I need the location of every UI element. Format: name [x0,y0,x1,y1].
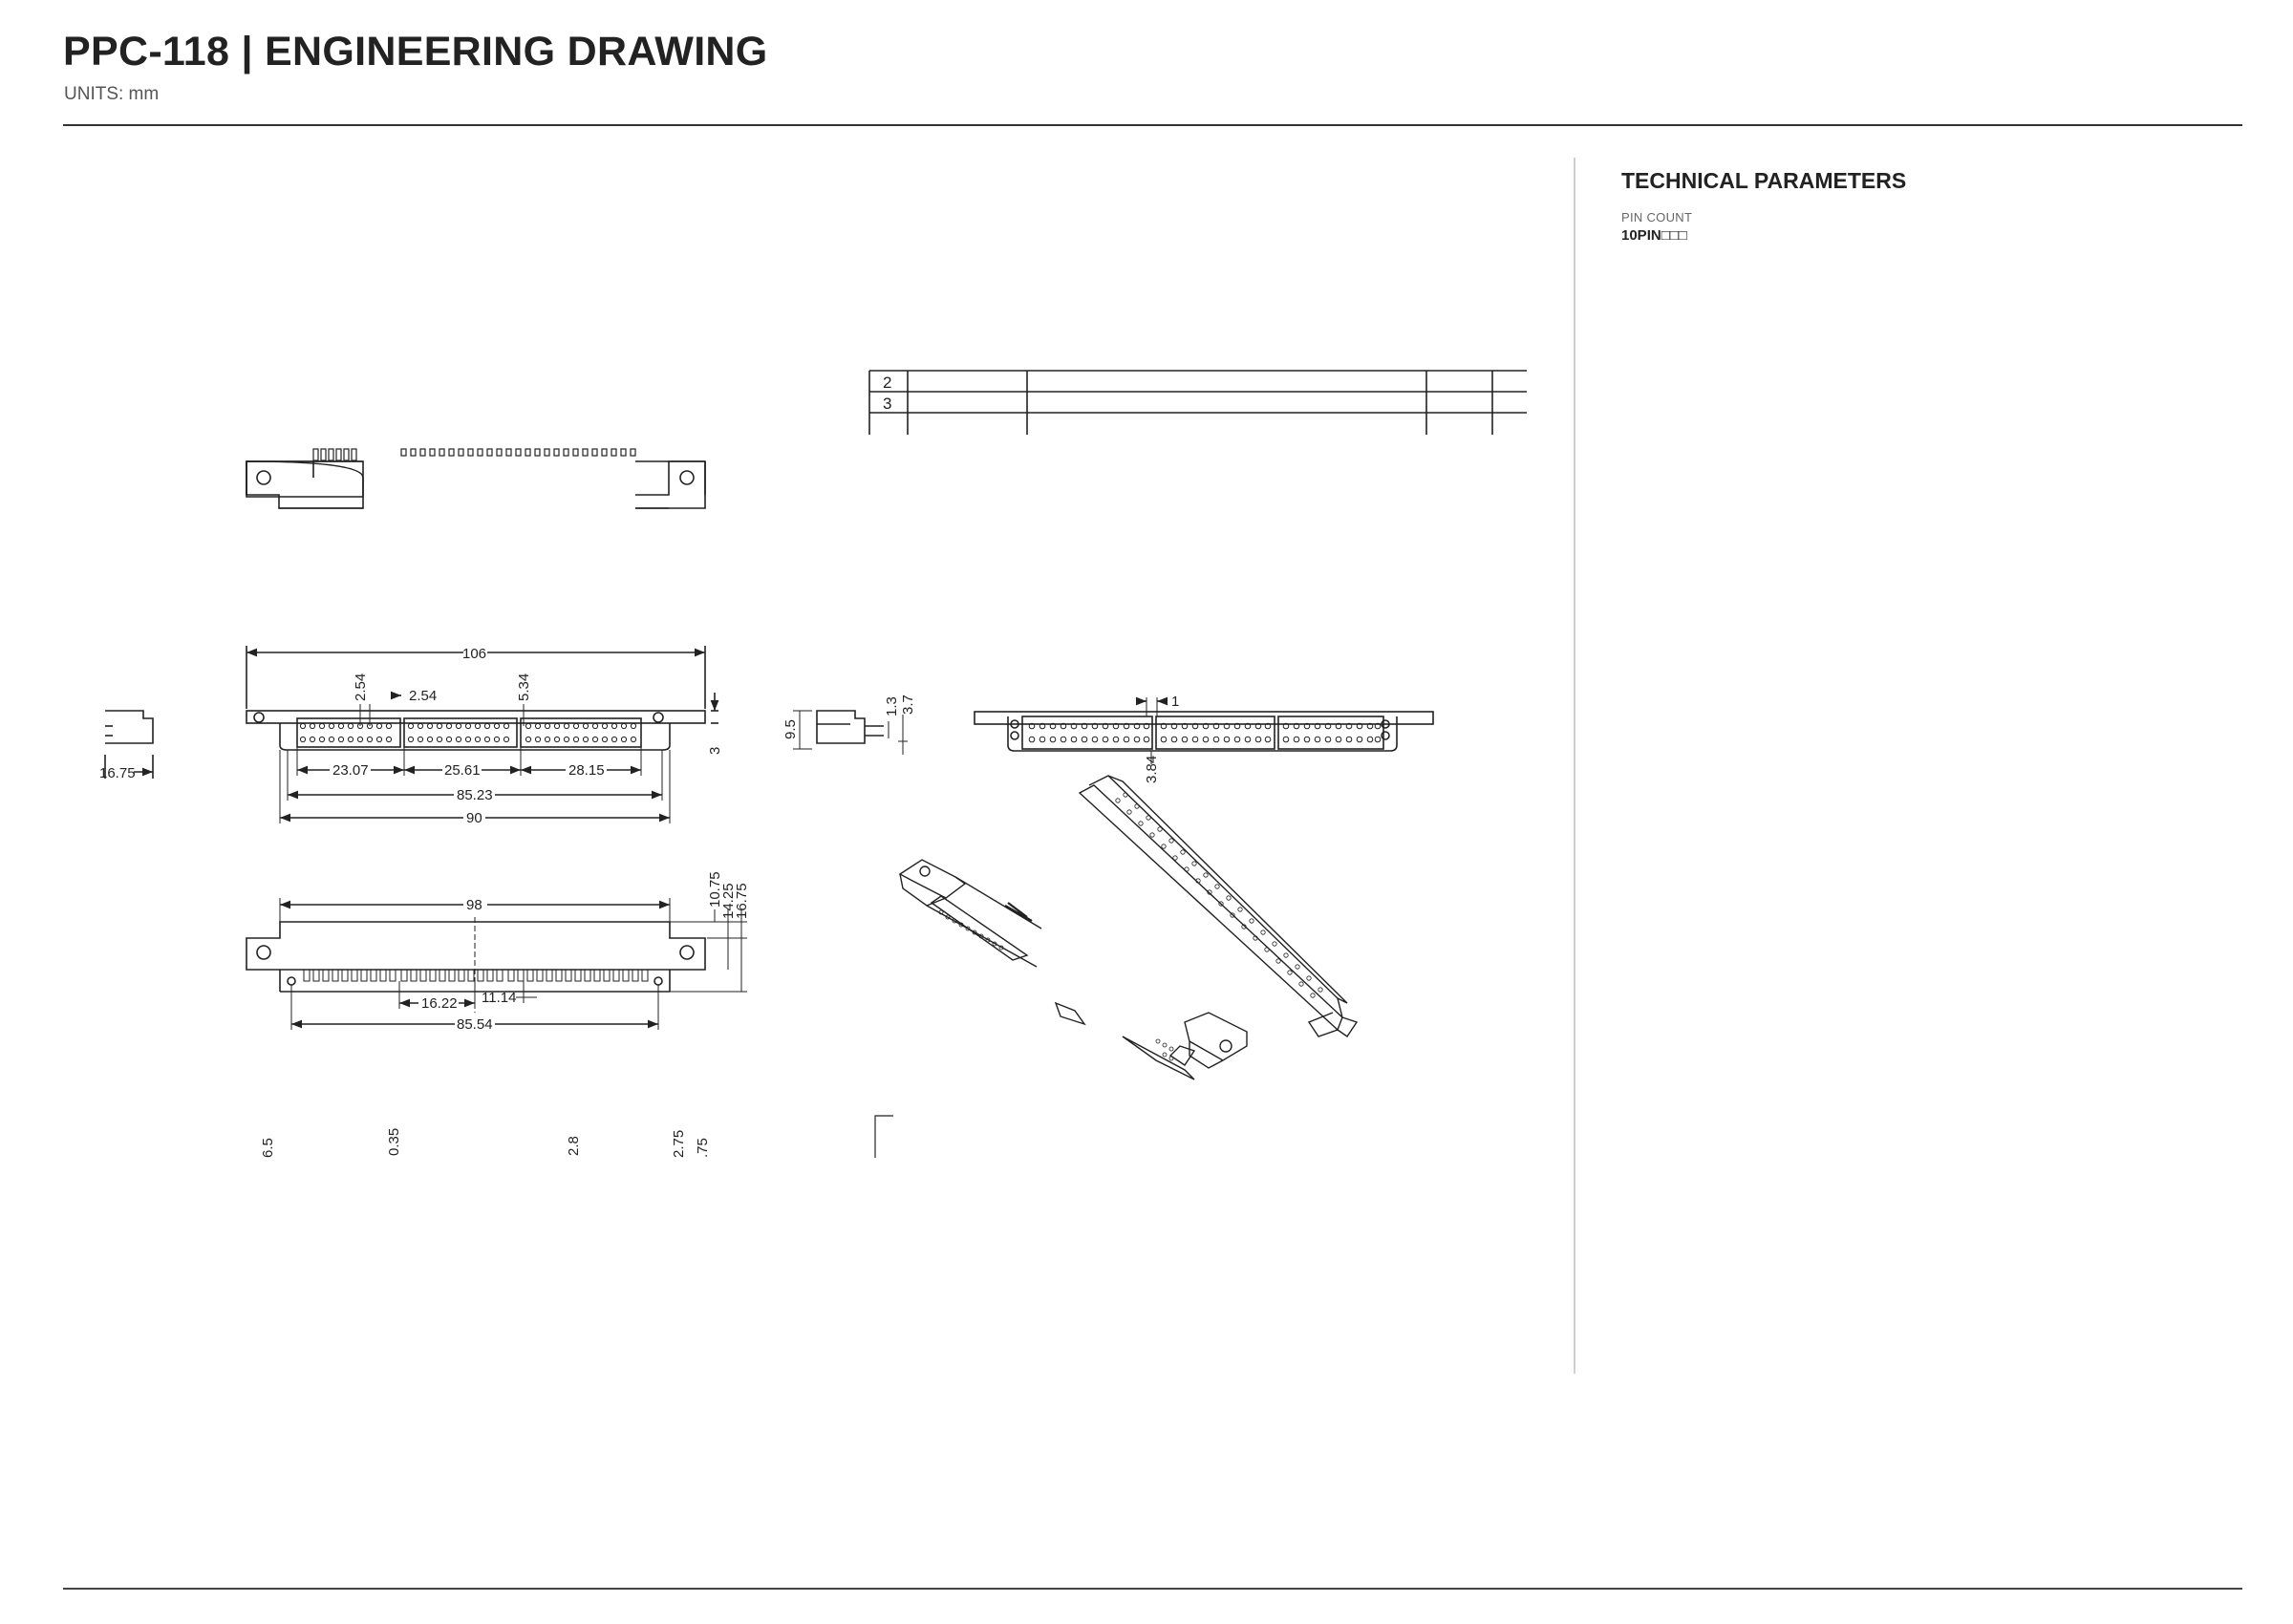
dimension-bottom-group-1: 16.22 [421,995,458,1012]
dimension-top-gap: 1 [1171,694,1180,710]
dimension-group-2: 25.61 [444,762,481,779]
dimension-span-outer: 90 [466,810,482,826]
table-row-number: 2 [883,374,892,392]
top-view [246,449,705,508]
dimension-bottom-a: 10.75 [707,871,723,908]
dimension-bottom-b: 14.25 [720,883,737,919]
dimension-cut-1: 6.5 [260,1138,276,1158]
section-view [260,1116,893,1158]
param-pin-count-label: PIN COUNT [1621,210,1693,224]
dimension-cut-3: 2.8 [566,1136,582,1156]
dimension-span-inner: 85.23 [457,787,493,803]
parts-table [869,371,1527,435]
right-side-view [782,694,916,755]
dimension-side-b: 3.7 [900,694,916,715]
dimension-side-height: 9.5 [782,719,799,739]
page-title: PPC-118 | ENGINEERING DRAWING [63,29,768,75]
engineering-drawing [63,153,1554,1385]
dimension-cut-4: 2.75 [671,1129,687,1158]
dimension-pitch-vertical: 2.54 [353,673,369,701]
dimension-cut-2: 0.35 [386,1127,402,1156]
header-divider [63,124,2242,126]
dimension-cut-5: .75 [695,1138,711,1158]
dimension-flange: 3 [707,746,723,755]
dimension-width: 106 [462,646,487,662]
panel-divider [1574,158,1575,1374]
dimension-offset: 5.34 [516,673,532,701]
dimension-group-3: 28.15 [568,762,605,779]
dimension-bottom-c: 16.75 [734,883,750,919]
isometric-view [900,776,1357,1079]
parameters-title: TECHNICAL PARAMETERS [1621,168,1907,193]
table-row-number: 3 [883,395,892,413]
dimension-group-1: 23.07 [332,762,369,779]
footer-divider [63,1588,2242,1590]
dimension-pitch-horizontal: 2.54 [409,688,438,704]
dimension-side-a: 1.3 [884,696,900,716]
plan-view-right [975,694,1433,783]
dimension-top-depth: 3.84 [1144,755,1160,783]
param-pin-count-value: 10PIN□□□ [1621,227,1687,244]
bottom-view [246,871,750,1033]
dimension-side-depth: 16.75 [99,765,136,781]
dimension-bottom-span: 85.54 [457,1016,493,1033]
dimension-bottom-width: 98 [466,897,482,913]
dimension-bottom-group-2: 11.14 [482,990,517,1006]
left-side-view [99,711,153,781]
units-label: UNITS: mm [64,84,160,104]
front-view [246,646,723,826]
